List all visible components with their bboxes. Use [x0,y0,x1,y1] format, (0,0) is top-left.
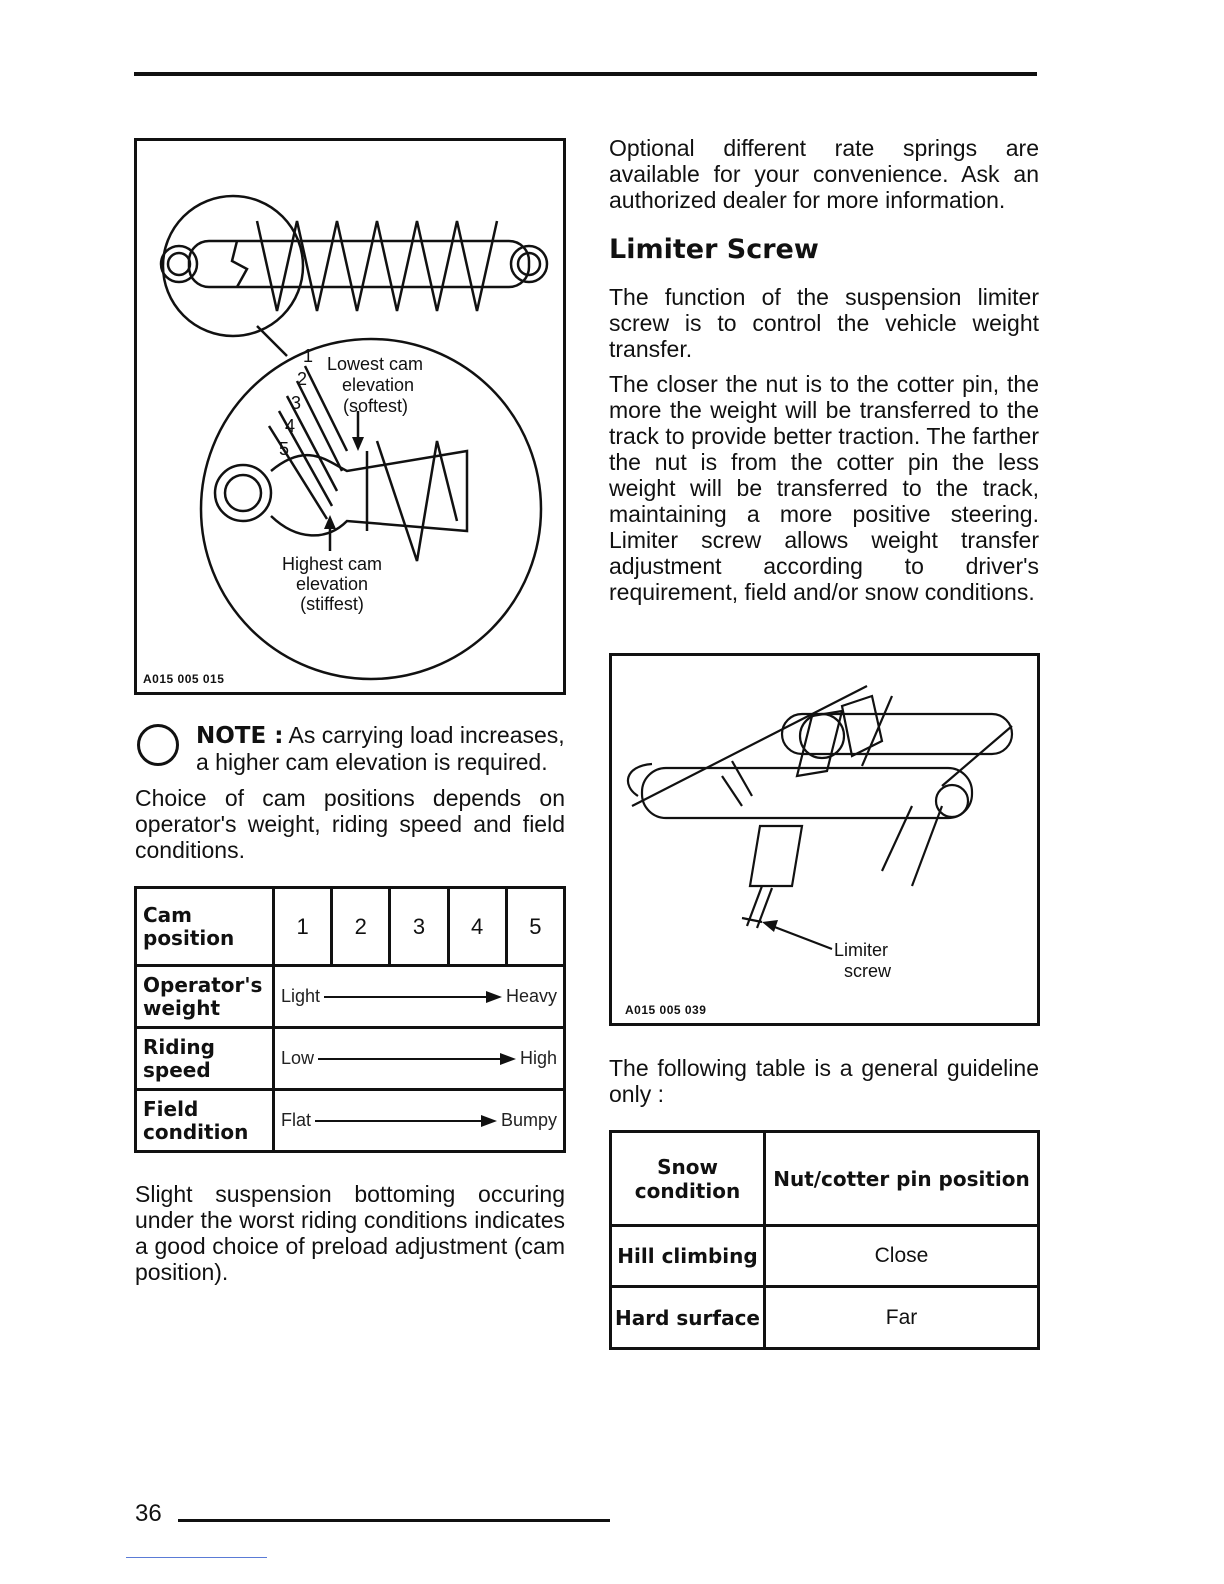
cam-figure-code: A015 005 015 [143,672,225,686]
limiter-label-2: screw [844,961,892,981]
paragraph-guideline: The following table is a general guideline only : [609,1055,1039,1107]
limiter-screw-illustration [612,656,1037,1023]
cam-number-2: 2 [297,369,308,389]
nut-position-header: Nut/cotter pin position [765,1132,1039,1226]
snow-condition-cell: Hard surface [611,1287,765,1349]
cam-position-4: 4 [448,888,506,966]
limiter-figure [609,653,1040,1026]
lowest-cam-label-3: (softest) [343,396,409,416]
paragraph-limiter-detail: The closer the nut is to the cotter pin, the more the weight will be transferred to the track to provide better traction. The farther the nut is from the cotter pin the less weight will be transferred to the track, maintaining a more positive steering. Limiter screw allows weight transfer adjustment according to driver's requirement, field and/or snow conditions. [609,371,1039,605]
footer-rule [178,1519,610,1522]
cam-number-1: 1 [303,346,314,366]
cam-position-2: 2 [332,888,390,966]
weight-scale [274,966,565,1028]
cam-position-1: 1 [274,888,332,966]
arrow-icon [318,1058,510,1060]
paragraph-choice: Choice of cam positions depends on operator's weight, riding speed and field conditions. [135,785,565,863]
scale-from: Light [281,986,321,1006]
scale-to: High [519,1048,557,1068]
note-icon [137,724,179,766]
table-row [611,1226,1039,1287]
note-text-2: a higher cam elevation is required. [196,749,548,775]
table-row [136,1028,565,1090]
page-edge-line [126,1557,267,1558]
limiter-label-1: Limiter [834,940,889,960]
scale-from: Low [281,1048,315,1068]
highest-cam-label-3: (stiffest) [300,594,364,614]
highest-cam-label-1: Highest cam [281,554,383,574]
snow-condition-header: Snow condition [611,1132,765,1226]
paragraph-limiter-function: The function of the suspension limiter screw is to control the vehicle weight transfer. [609,284,1039,362]
cam-number-5: 5 [279,439,290,459]
row-label-field: Field condition [136,1090,274,1152]
scale-from: Flat [281,1110,312,1130]
nut-position-cell: Close [765,1226,1039,1287]
speed-scale [274,1028,565,1090]
cam-number-3: 3 [291,393,302,413]
note [196,722,566,775]
cam-position-5: 5 [506,888,564,966]
cam-position-header: Cam position [136,888,274,966]
limiter-figure-code: A015 005 039 [625,1003,707,1017]
snow-condition-cell: Hill climbing [611,1226,765,1287]
cam-position-3: 3 [390,888,448,966]
limiter-screw-heading: Limiter Screw [609,234,819,265]
note-line-1 [196,722,566,749]
highest-cam-label-2: elevation [295,574,369,594]
cam-number-4: 4 [285,416,296,436]
table-row [611,1287,1039,1349]
arrow-icon [315,1120,491,1122]
header-rule [134,72,1037,76]
note-text-1: As carrying load increases, [288,722,565,748]
nut-position-cell: Far [765,1287,1039,1349]
lowest-cam-label-2: elevation [342,375,415,395]
scale-to: Bumpy [500,1110,557,1130]
snow-condition-table [609,1130,1040,1350]
cam-position-table [134,886,566,1153]
row-label-speed: Riding speed [136,1028,274,1090]
field-scale [274,1090,565,1152]
scale-to: Heavy [505,986,557,1006]
arrow-icon [324,996,496,998]
snow-table-header-row [611,1132,1039,1226]
row-label-weight: Operator's weight [136,966,274,1028]
table-row [136,1090,565,1152]
cam-table-header-row [136,888,565,966]
page-number: 36 [135,1500,162,1527]
paragraph-bottoming: Slight suspension bottoming occuring under the worst riding conditions indicates a good choice of preload adjustment (cam position). [135,1181,565,1285]
table-row [136,966,565,1028]
note-label: NOTE : [196,723,284,749]
cam-figure [134,138,566,695]
paragraph-optional-springs: Optional different rate springs are available for your convenience. Ask an authorized dealer for more information. [609,135,1039,213]
lowest-cam-label-1: Lowest cam [327,354,424,374]
